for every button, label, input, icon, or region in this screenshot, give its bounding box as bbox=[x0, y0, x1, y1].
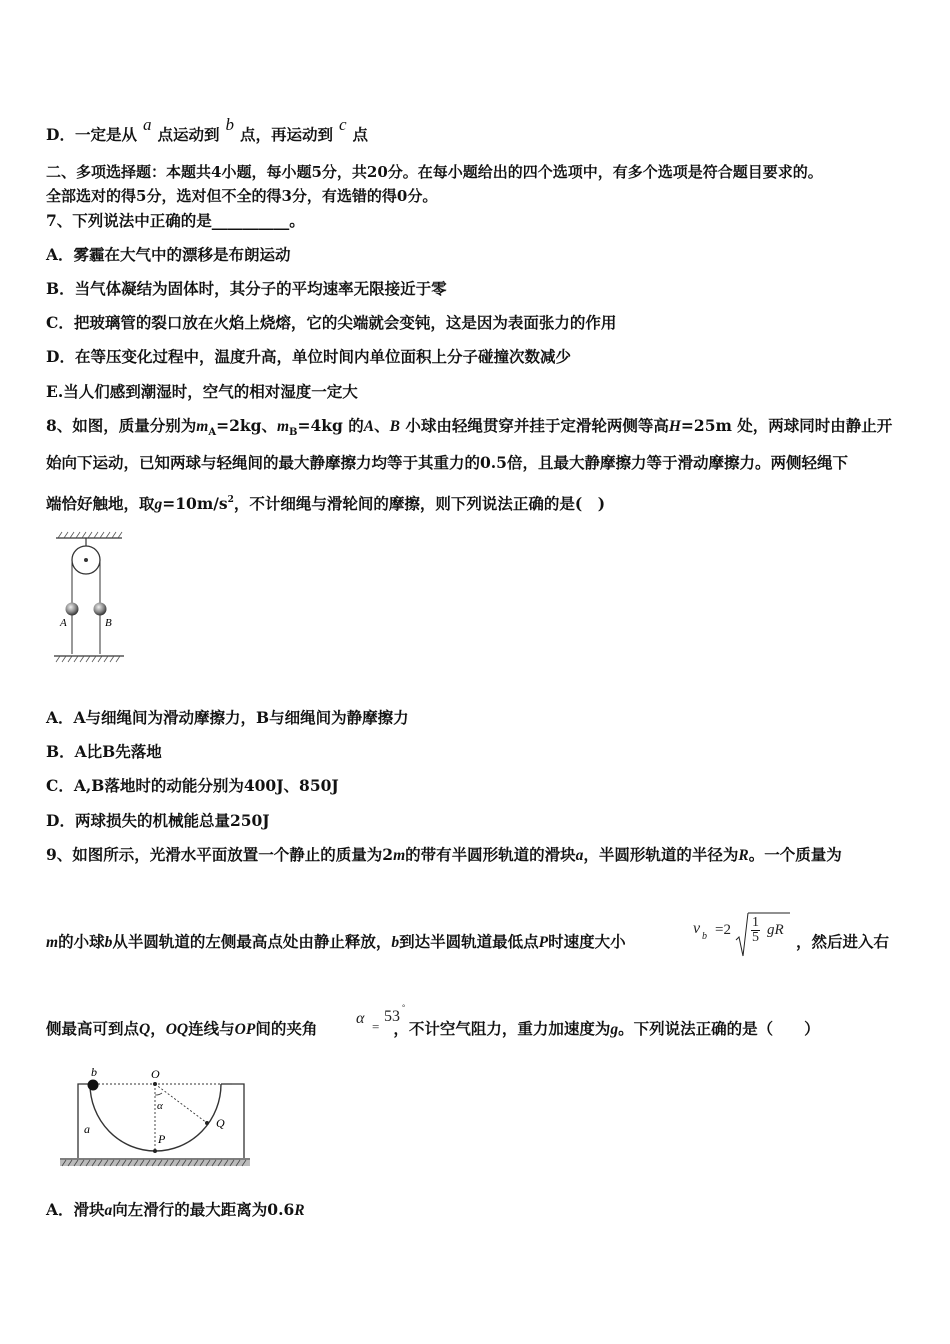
sqrt-sign-icon bbox=[735, 912, 749, 958]
q9-text: 的小球 bbox=[58, 932, 105, 951]
q9-text: 的带有半圆形轨道的滑块 bbox=[405, 845, 576, 864]
q8-text: =4kg 的 bbox=[297, 416, 364, 435]
q8-stem-line1 bbox=[46, 416, 892, 443]
ball-b bbox=[94, 603, 107, 616]
q9-frac-num: 1 bbox=[752, 915, 759, 930]
q9-eq2: = bbox=[372, 1019, 380, 1034]
q9-g: g bbox=[610, 1021, 619, 1038]
q8-option-b: B．A比B先落地 bbox=[46, 742, 162, 761]
q9-text: 9、如图所示，光滑水平面放置一个静止的质量为2 bbox=[46, 845, 394, 864]
q9-R: R bbox=[738, 847, 749, 864]
q6-d-prefix: D．一定是从 bbox=[46, 125, 137, 144]
q8-text: 8、如图，质量分别为 bbox=[46, 416, 197, 435]
q9-text: 侧最高可到点 bbox=[46, 1019, 140, 1038]
q9-text: 从半圆轨道的左侧最高点处由静止释放， bbox=[112, 932, 392, 951]
ball-b bbox=[88, 1080, 99, 1091]
label-q: Q bbox=[216, 1116, 225, 1130]
q7-option-c: C．把玻璃管的裂口放在火焰上烧熔，它的尖端就会变钝，这是因为表面张力的作用 bbox=[46, 313, 617, 332]
q9-alpha: α bbox=[356, 1010, 365, 1027]
q9-text: ，不计空气阻力，重力加速度为 bbox=[393, 1019, 611, 1038]
q8-height: H bbox=[668, 418, 681, 435]
q9-text: 间的夹角 bbox=[255, 1019, 318, 1038]
q9-v-sub: b bbox=[702, 931, 707, 942]
q9-OP: OP bbox=[234, 1021, 256, 1038]
q6-d-text3: 点 bbox=[352, 125, 369, 144]
q9-a: a bbox=[575, 847, 584, 864]
section2-line2: 全部选对的得5分，选对但不全的得3分，有选错的得0分。 bbox=[46, 187, 438, 205]
q8-pulley-figure bbox=[52, 530, 127, 665]
q6-point-a: a bbox=[142, 115, 152, 134]
q8-ball-a: A bbox=[363, 418, 375, 435]
q9-b: b bbox=[104, 934, 113, 951]
q9-text: 时速度大小 bbox=[548, 932, 626, 951]
q8-stem-line2: 始向下运动，已知两球与轻绳间的最大静摩擦力均等于其重力的0.5倍，且最大静摩擦力等于滑动摩擦力。两侧轻绳下 bbox=[46, 453, 848, 472]
q9-opt-text: 向左滑行的最大距离为0.6 bbox=[112, 1200, 295, 1219]
q9-angle-value: 53 bbox=[384, 1008, 400, 1025]
q7-option-a: A．雾霾在大气中的漂移是布朗运动 bbox=[46, 245, 291, 264]
q8-text: =25m 处，两球同时由静止开 bbox=[680, 416, 893, 435]
label-b: B bbox=[105, 617, 112, 629]
q8-m: m bbox=[196, 418, 209, 435]
q9-text: 到达半圆轨道最低点 bbox=[399, 932, 539, 951]
q8-ball-b: B bbox=[389, 418, 400, 435]
q6-point-b: b bbox=[225, 115, 234, 134]
q9-text: 。下列说法正确的是（ ） bbox=[618, 1019, 820, 1038]
q6-point-c: c bbox=[338, 115, 347, 134]
q9-m: m bbox=[46, 934, 59, 951]
q9-m: m bbox=[393, 847, 406, 864]
q9-gR: gR bbox=[767, 922, 784, 938]
q6-d-text2: 点，再运动到 bbox=[239, 125, 333, 144]
label-b: b bbox=[91, 1065, 97, 1079]
q9-b: b bbox=[391, 934, 400, 951]
q8-option-a: A．A与细绳间为滑动摩擦力，B与细绳间为静摩擦力 bbox=[46, 708, 409, 727]
q8-sub-a: A bbox=[208, 427, 217, 438]
label-p: P bbox=[158, 1132, 166, 1146]
q8-g: g bbox=[154, 496, 163, 513]
q8-text: 、 bbox=[374, 416, 390, 435]
q8-sub-b: B bbox=[289, 427, 298, 438]
q8-text: 端恰好触地，取 bbox=[46, 494, 155, 513]
q9-v: v bbox=[693, 920, 701, 937]
q9-stem-line2 bbox=[46, 932, 626, 953]
q9-degree: ° bbox=[402, 1003, 406, 1012]
q9-frac-den: 5 bbox=[752, 930, 759, 945]
q6-option-d bbox=[46, 115, 368, 145]
q9-P: P bbox=[538, 934, 549, 951]
q8-option-c: C．A,B落地时的动能分别为400J、850J bbox=[46, 776, 339, 795]
q9-text: ，半圆形轨道的半径为 bbox=[583, 845, 739, 864]
q7-option-d: D．在等压变化过程中，温度升高，单位时间内单位面积上分子碰撞次数减少 bbox=[46, 347, 571, 366]
q8-text: ，不计细绳与滑轮间的摩擦，则下列说法正确的是( ) bbox=[233, 494, 606, 513]
sqrt-bar bbox=[748, 912, 790, 914]
q9-a: a bbox=[104, 1202, 113, 1219]
q8-stem-line3 bbox=[46, 490, 605, 515]
q9-velocity-formula bbox=[693, 912, 793, 962]
q8-option-d: D．两球损失的机械能总量250J bbox=[46, 811, 270, 830]
q9-text: ， bbox=[150, 1019, 166, 1038]
q7-option-e: E.当人们感到潮湿时，空气的相对湿度一定大 bbox=[46, 382, 358, 401]
ball-a bbox=[66, 603, 79, 616]
label-o: O bbox=[151, 1067, 160, 1081]
q9-angle-formula bbox=[356, 1005, 430, 1039]
q6-d-text1: 点运动到 bbox=[157, 125, 220, 144]
q9-text: 。一个质量为 bbox=[748, 845, 842, 864]
label-a: A bbox=[60, 617, 67, 629]
q9-eq: =2 bbox=[715, 922, 731, 938]
q8-text: =2kg、 bbox=[216, 416, 277, 435]
label-alpha: α bbox=[157, 1100, 163, 1112]
q8-text: =10m/s bbox=[162, 494, 228, 513]
q8-superscript: 2 bbox=[227, 495, 234, 505]
q9-option-a bbox=[46, 1200, 305, 1221]
q9-stem-line2-end: ，然后进入右 bbox=[796, 932, 890, 951]
q9-R: R bbox=[294, 1202, 305, 1219]
q9-stem-line3 bbox=[46, 1019, 820, 1040]
q9-text: 连线与 bbox=[188, 1019, 235, 1038]
q9-OQ: OQ bbox=[165, 1021, 189, 1038]
q7-option-b: B．当气体凝结为固体时，其分子的平均速率无限接近于零 bbox=[46, 279, 447, 298]
q8-m: m bbox=[276, 418, 290, 435]
q9-Q: Q bbox=[139, 1021, 151, 1038]
semicircle-track bbox=[90, 1084, 221, 1151]
q9-stem-line1 bbox=[46, 845, 842, 866]
q9-opt-text: A．滑块 bbox=[46, 1200, 105, 1219]
q8-text: 小球由轻绳贯穿并挂于定滑轮两侧等高 bbox=[399, 416, 669, 435]
section2-line1: 二、多项选择题：本题共4小题，每小题5分，共20分。在每小题给出的四个选项中，有多个选项是符合题目要求的。 bbox=[46, 163, 823, 181]
q9-track-figure bbox=[58, 1065, 253, 1175]
label-a: a bbox=[84, 1122, 90, 1136]
q7-stem: 7、下列说法中正确的是__________。 bbox=[46, 211, 305, 230]
